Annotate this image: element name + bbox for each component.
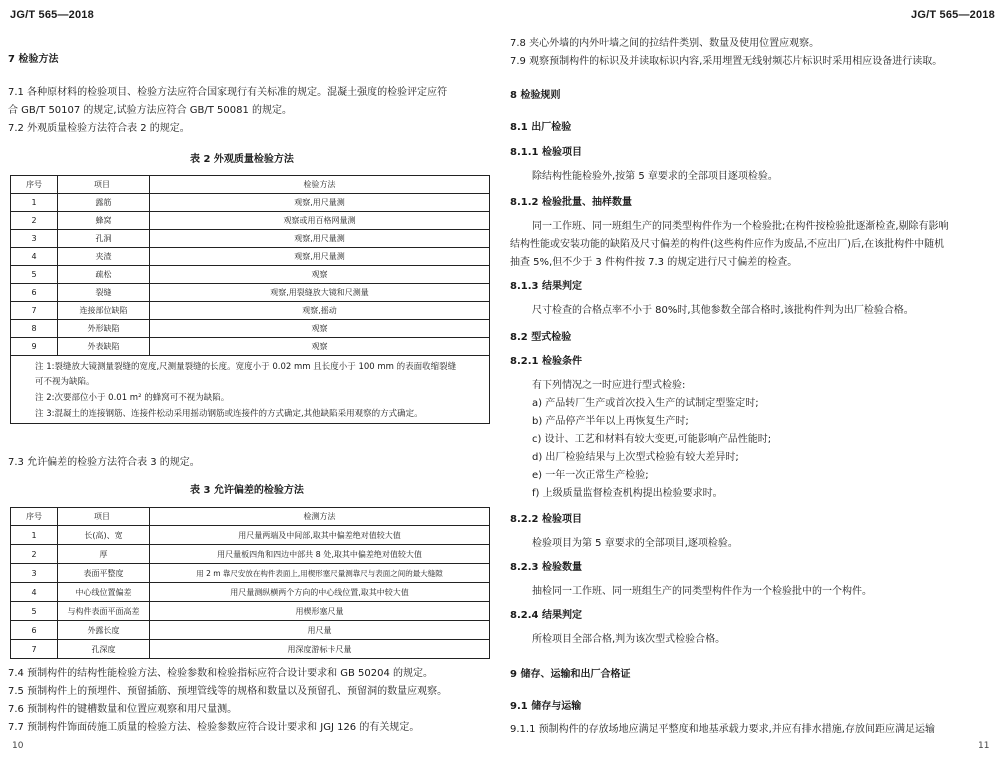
table-2-notes-row xyxy=(11,356,490,424)
table-row xyxy=(11,640,490,659)
list-item: d) 出厂检验结果与上次型式检验有较大差异时; xyxy=(532,452,739,463)
table-row xyxy=(11,230,490,248)
list-item: a) 产品转厂生产或首次投入生产的试制定型鉴定时; xyxy=(532,398,759,409)
clause-8-1-title: 8.1 出厂检验 xyxy=(510,122,572,133)
table-2-header-cell: 项目 xyxy=(58,176,150,194)
table-row xyxy=(11,194,490,212)
table-cell: 孔洞 xyxy=(58,230,150,248)
table-cell: 与构件表面平面高差 xyxy=(58,602,150,621)
clause-8-1-2-line-1: 同一工作班、同一班组生产的同类型构件作为一个检验批;在构件按检验批逐渐检查,剔除有影响 xyxy=(532,221,949,232)
table-2-note: 可不视为缺陷。 xyxy=(35,377,95,387)
table-row xyxy=(11,526,490,545)
table-cell: 4 xyxy=(11,248,58,266)
table-row xyxy=(11,212,490,230)
table-2-note: 注 2:次要部位小于 0.01 m² 的蜂窝可不视为缺陷。 xyxy=(35,393,230,403)
table-cell: 3 xyxy=(11,230,58,248)
left-page-number: 10 xyxy=(12,741,24,751)
clause-7-7: 7.7 预制构件饰面砖施工质量的检验方法、检验参数应符合设计要求和 JGJ 126 的有关规定。 xyxy=(8,722,420,733)
clause-8-2-2-title: 8.2.2 检验项目 xyxy=(510,514,582,525)
table-cell: 观察,用尺量测 xyxy=(150,248,490,266)
table-cell: 观察 xyxy=(150,338,490,356)
table-cell: 观察 xyxy=(150,266,490,284)
table-cell: 中心线位置偏差 xyxy=(58,583,150,602)
table-cell: 5 xyxy=(11,602,58,621)
right-page-number: 11 xyxy=(978,741,990,751)
table-cell: 观察,用尺量测 xyxy=(150,230,490,248)
table-cell: 用楔形塞尺量 xyxy=(150,602,490,621)
table-cell: 外表缺陷 xyxy=(58,338,150,356)
table-row xyxy=(11,248,490,266)
table-cell: 观察 xyxy=(150,320,490,338)
clause-7-5: 7.5 预制构件上的预埋件、预留插筋、预埋管线等的规格和数量以及预留孔、预留洞的数量应观察。 xyxy=(8,686,448,697)
list-item: b) 产品停产半年以上再恢复生产时; xyxy=(532,416,689,427)
clause-7-2: 7.2 外观质量检验方法符合表 2 的规定。 xyxy=(8,123,190,134)
table-cell: 夹渣 xyxy=(58,248,150,266)
table-row xyxy=(11,621,490,640)
table-2-note: 注 3:混凝土的连接钢筋、连接件松动采用摇动钢筋或连接件的方式确定,其他缺陷采用观察的方式确定。 xyxy=(35,409,423,419)
clause-8-1-2-line-3: 抽查 5%,但不少于 3 件构件按 7.3 的规定进行尺寸偏差的检查。 xyxy=(510,257,798,268)
table-row xyxy=(11,564,490,583)
table-3-title: 表 3 允许偏差的检验方法 xyxy=(190,485,304,496)
list-item: e) 一年一次正常生产检验; xyxy=(532,470,649,481)
clause-8-2-2-text: 检验项目为第 5 章要求的全部项目,逐项检验。 xyxy=(532,538,738,549)
table-cell: 3 xyxy=(11,564,58,583)
clause-8-1-2-title: 8.1.2 检验批量、抽样数量 xyxy=(510,197,632,208)
table-2-header-cell: 序号 xyxy=(11,176,58,194)
table-2 xyxy=(10,175,490,424)
table-2-header-row xyxy=(11,176,490,194)
table-cell: 用尺量板四角和四边中部共 8 处,取其中偏差绝对值较大值 xyxy=(150,545,490,564)
table-row xyxy=(11,320,490,338)
clause-7-8: 7.8 夹心外墙的内外叶墙之间的拉结件类别、数量及使用位置应观察。 xyxy=(510,38,820,49)
table-3 xyxy=(10,507,490,659)
table-cell: 外露长度 xyxy=(58,621,150,640)
table-cell: 蜂窝 xyxy=(58,212,150,230)
table-cell: 裂缝 xyxy=(58,284,150,302)
table-cell: 4 xyxy=(11,583,58,602)
clause-7-3: 7.3 允许偏差的检验方法符合表 3 的规定。 xyxy=(8,457,200,468)
table-cell: 用尺量 xyxy=(150,621,490,640)
table-cell: 观察,摇动 xyxy=(150,302,490,320)
clause-7-1-line-2: 合 GB/T 50107 的规定,试验方法应符合 GB/T 50081 的规定。 xyxy=(8,105,293,116)
list-item: f) 上级质量监督检查机构提出检验要求时。 xyxy=(532,488,723,499)
clause-7-1-line-1: 7.1 各种原材料的检验项目、检验方法应符合国家现行有关标准的规定。混凝土强度的检验评定应符 xyxy=(8,87,448,98)
table-cell: 用深度游标卡尺量 xyxy=(150,640,490,659)
clause-7-6: 7.6 预制构件的键槽数量和位置应观察和用尺量测。 xyxy=(8,704,238,715)
table-cell: 用 2 m 靠尺安放在构件表面上,用楔形塞尺量测靠尺与表面之间的最大缝隙 xyxy=(150,564,490,583)
table-cell: 连接部位缺陷 xyxy=(58,302,150,320)
table-row xyxy=(11,545,490,564)
clause-8-1-1-text: 除结构性能检验外,按第 5 章要求的全部项目逐项检验。 xyxy=(532,171,778,182)
right-page xyxy=(500,0,1000,763)
table-row xyxy=(11,302,490,320)
clause-8-2-3-title: 8.2.3 检验数量 xyxy=(510,562,582,573)
clause-8-2-title: 8.2 型式检验 xyxy=(510,332,572,343)
table-cell: 观察,用尺量测 xyxy=(150,194,490,212)
left-header: JG/T 565—2018 xyxy=(10,9,94,21)
table-cell: 长(高)、宽 xyxy=(58,526,150,545)
clause-9-1-title: 9.1 储存与运输 xyxy=(510,701,582,712)
table-cell: 观察或用百格网量测 xyxy=(150,212,490,230)
table-cell: 7 xyxy=(11,302,58,320)
table-row xyxy=(11,583,490,602)
table-cell: 6 xyxy=(11,284,58,302)
table-cell: 1 xyxy=(11,526,58,545)
right-header: JG/T 565—2018 xyxy=(911,9,995,21)
table-2-header-cell: 检验方法 xyxy=(150,176,490,194)
section-7-title: 7 检验方法 xyxy=(8,54,59,65)
table-row xyxy=(11,602,490,621)
table-cell: 露筋 xyxy=(58,194,150,212)
table-3-header-cell: 序号 xyxy=(11,508,58,526)
table-row xyxy=(11,338,490,356)
clause-8-1-3-title: 8.1.3 结果判定 xyxy=(510,281,582,292)
clause-8-1-2-line-2: 结构性能或安装功能的缺陷及尺寸偏差的构件(这些构件应作为废品,不应出厂)后,在该批构件中随机 xyxy=(510,239,945,250)
table-cell: 外形缺陷 xyxy=(58,320,150,338)
clause-8-2-1-intro: 有下列情况之一时应进行型式检验: xyxy=(532,380,686,391)
table-cell: 8 xyxy=(11,320,58,338)
table-cell: 6 xyxy=(11,621,58,640)
clause-8-1-1-title: 8.1.1 检验项目 xyxy=(510,147,582,158)
table-cell: 2 xyxy=(11,545,58,564)
table-cell: 1 xyxy=(11,194,58,212)
table-cell: 7 xyxy=(11,640,58,659)
table-3-header-cell: 项目 xyxy=(58,508,150,526)
clause-7-9: 7.9 观察预制构件的标识及并读取标识内容,采用埋置无线射频芯片标识时采用相应设备进行读取。 xyxy=(510,56,943,67)
table-cell: 用尺量两端及中间部,取其中偏差绝对值较大值 xyxy=(150,526,490,545)
list-item: c) 设计、工艺和材料有较大变更,可能影响产品性能时; xyxy=(532,434,772,445)
table-cell: 9 xyxy=(11,338,58,356)
table-3-header-cell: 检测方法 xyxy=(150,508,490,526)
table-2-note: 注 1:裂缝放大镜测量裂缝的宽度,尺测量裂缝的长度。宽度小于 0.02 mm 且长度小于 100 mm 的表面收缩裂缝 xyxy=(35,362,457,372)
table-2-title: 表 2 外观质量检验方法 xyxy=(190,154,294,165)
table-row xyxy=(11,284,490,302)
clause-8-2-1-title: 8.2.1 检验条件 xyxy=(510,356,582,367)
table-2-notes-cell xyxy=(11,356,490,424)
section-8-title: 8 检验规则 xyxy=(510,90,561,101)
clause-8-1-3-text: 尺寸检查的合格点率不小于 80%时,其他参数全部合格时,该批构件判为出厂检验合格。 xyxy=(532,305,914,316)
table-row xyxy=(11,266,490,284)
table-cell: 观察,用裂缝放大镜和尺测量 xyxy=(150,284,490,302)
table-cell: 2 xyxy=(11,212,58,230)
table-cell: 5 xyxy=(11,266,58,284)
table-cell: 疏松 xyxy=(58,266,150,284)
table-cell: 表面平整度 xyxy=(58,564,150,583)
clause-8-2-4-text: 所检项目全部合格,判为该次型式检验合格。 xyxy=(532,634,726,645)
clause-7-4: 7.4 预制构件的结构性能检验方法、检验参数和检验指标应符合设计要求和 GB 50204 的规定。 xyxy=(8,668,434,679)
clause-9-1-1-text: 9.1.1 预制构件的存放场地应满足平整度和地基承载力要求,并应有排水措施,存放间距应满足运输 xyxy=(510,724,935,735)
table-cell: 孔深度 xyxy=(58,640,150,659)
table-cell: 用尺量测纵横两个方向的中心线位置,取其中较大值 xyxy=(150,583,490,602)
clause-8-2-3-text: 抽检同一工作班、同一班组生产的同类型构件作为一个检验批中的一个构件。 xyxy=(532,586,872,597)
table-cell: 厚 xyxy=(58,545,150,564)
table-3-header-row xyxy=(11,508,490,526)
clause-8-2-4-title: 8.2.4 结果判定 xyxy=(510,610,582,621)
section-9-title: 9 储存、运输和出厂合格证 xyxy=(510,669,631,680)
